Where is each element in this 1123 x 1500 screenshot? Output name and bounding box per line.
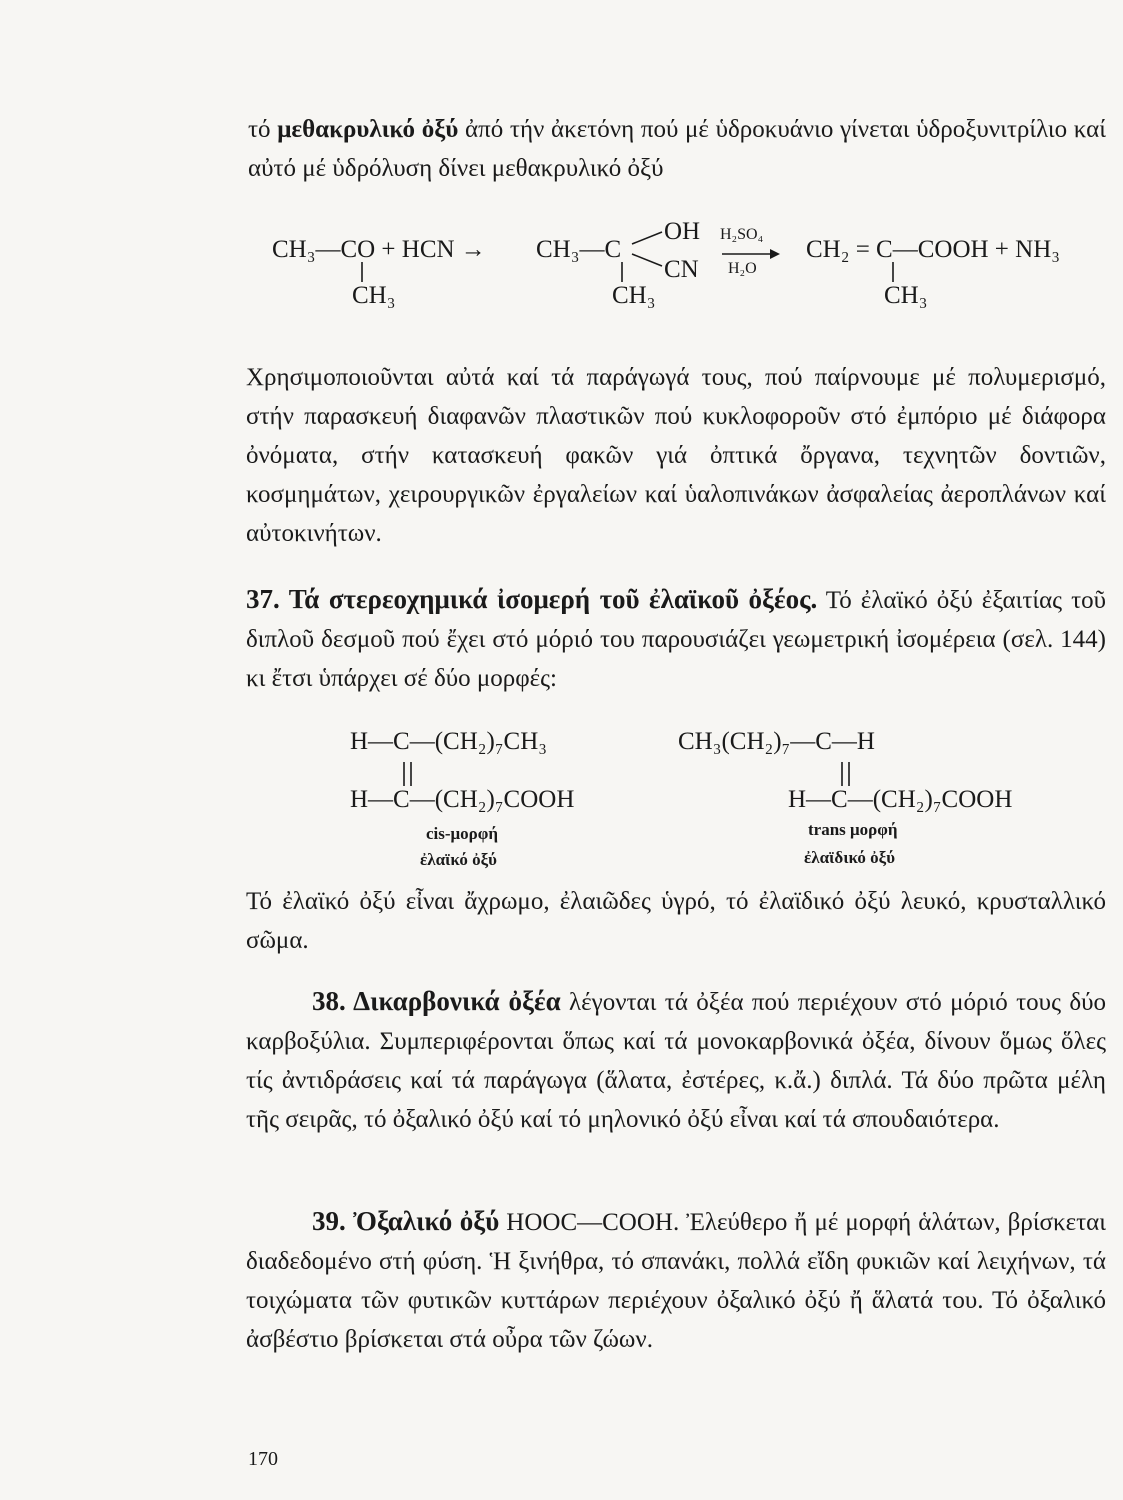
trans-label: trans μορφή (808, 820, 898, 839)
section-37-text: Τό ἐλαϊκό ὀξύ ἐξαιτίας τοῦ διπλοῦ δεσμοῦ πού ἔχει στό μόριό του παρουσιάζει γεωμετρική ἰσομέρεια (σελ. 144) κι ἔτσι ὑπάρχει σέ δύο μορφές: (246, 587, 1106, 692)
oleic-paragraph: Τό ἐλαϊκό ὀξύ εἶναι ἄχρωμο, ἐλαιῶδες ὑγρό, τό ἐλαϊδικό ὀξύ λευκό, κρυσταλλικό σῶμα. (246, 888, 1106, 954)
reaction-ch3-a: CH₃ (352, 282, 396, 309)
section-38-heading: 38. Δικαρβονικά ὀξέα (312, 986, 561, 1016)
cis-bottom: H—C—(CH₂)₇COOH (350, 786, 575, 813)
uses-paragraph: Χρησιμοποιοῦνται αὐτά καί τά παράγωγά τους, πού παίρνουμε μέ πολυμερισμό, στήν παρασκευή διαφανῶν πλαστικῶν πού κυκλοφοροῦν στό ἐμπόριο μέ διάφορα ὀνόματα, στήν κατασκευή φακῶν γιά ὀπτικά ὄργανα, τεχνητῶν δοντιῶν, κοσμημάτων, χειρουργικῶν ἐργαλείων καί ὑαλοπινάκων ἀσφαλείας ἀεροπλάνων καί αὐτοκινήτων. (246, 364, 1106, 547)
cis-top: H—C—(CH₂)₇CH₃ (350, 728, 547, 755)
trans-top: CH₃(CH₂)₇—C—H (678, 728, 875, 755)
intro-pre: τό (248, 116, 278, 143)
reaction-catalyst: H₂SO₄ (720, 226, 764, 243)
reaction-mid: CH₃—C (536, 236, 622, 263)
section-38 (246, 982, 1106, 1139)
cis-label: cis-μορφή (426, 824, 499, 843)
section-39-heading: 39. Ὀξαλικό ὀξύ (312, 1206, 500, 1236)
section-37-heading: 37. Τά στερεοχημικά ἰσομερή τοῦ ἐλαϊκοῦ ὀξέος. (246, 584, 818, 614)
section-38-text: λέγονται τά ὀξέα πού περιέχουν στό μόριό τους δύο καρβοξύλια. Συμπεριφέρονται ὅπως καί τά μονοκαρβονικά ὀξέα, δίνουν ὅμως ὅλες τίς ἀντιδράσεις καί τά παράγωγα (ἅλατα, ἐστέρες, κ.ἄ.) διπλά. Τά δύο πρῶτα μέλη τῆς σειρᾶς, τό ὀξαλικό ὀξύ καί τό μηλονικό ὀξύ εἶναι καί τά σπουδαιότερα. (246, 989, 1107, 1133)
reaction-water: H₂O (728, 260, 757, 277)
reaction-oh: OH (664, 218, 701, 245)
trans-bottom: H—C—(CH₂)₇COOH (788, 786, 1013, 813)
intro-bold-term: μεθακρυλικό ὀξύ (277, 116, 459, 143)
reaction-left: CH₃—CO + HCN → (272, 236, 486, 263)
reaction-right: CH₂ = C—COOH + NH₃ (806, 236, 1060, 263)
reaction-cn: CN (664, 256, 699, 283)
section-39 (246, 1202, 1106, 1359)
intro-post: ἀπό τήν ἀκετόνη πού μέ ὑδροκυάνιο γίνεται ὑδροξυνιτρίλιο καί αὐτό μέ ὑδρόλυση δίνει μεθακρυλικό ὀξύ (248, 116, 1107, 182)
section-39-text: HOOC—COOH. Ἐλεύθερο ἤ μέ μορφή ἁλάτων, βρίσκεται διαδεδομένο στή φύση. Ἡ ξινήθρα, τό σπανάκι, πολλά εἴδη φυκιῶν καί λειχήνων, τά τοιχώματα τῶν φυτικῶν κυττάρων περιέχουν ὀξαλικό ὀξύ ἤ ἅλατά του. Τό ὀξαλικό ἀσβέστιο βρίσκεται στά οὖρα τῶν ζώων. (246, 1209, 1107, 1353)
reaction-ch3-b: CH₃ (612, 282, 656, 309)
reaction-ch3-c: CH₃ (884, 282, 928, 309)
page-number: 170 (248, 1448, 278, 1470)
trans-name: ἐλαϊδικό ὀξύ (804, 848, 896, 867)
cis-name: ἐλαϊκό ὀξύ (420, 850, 497, 869)
